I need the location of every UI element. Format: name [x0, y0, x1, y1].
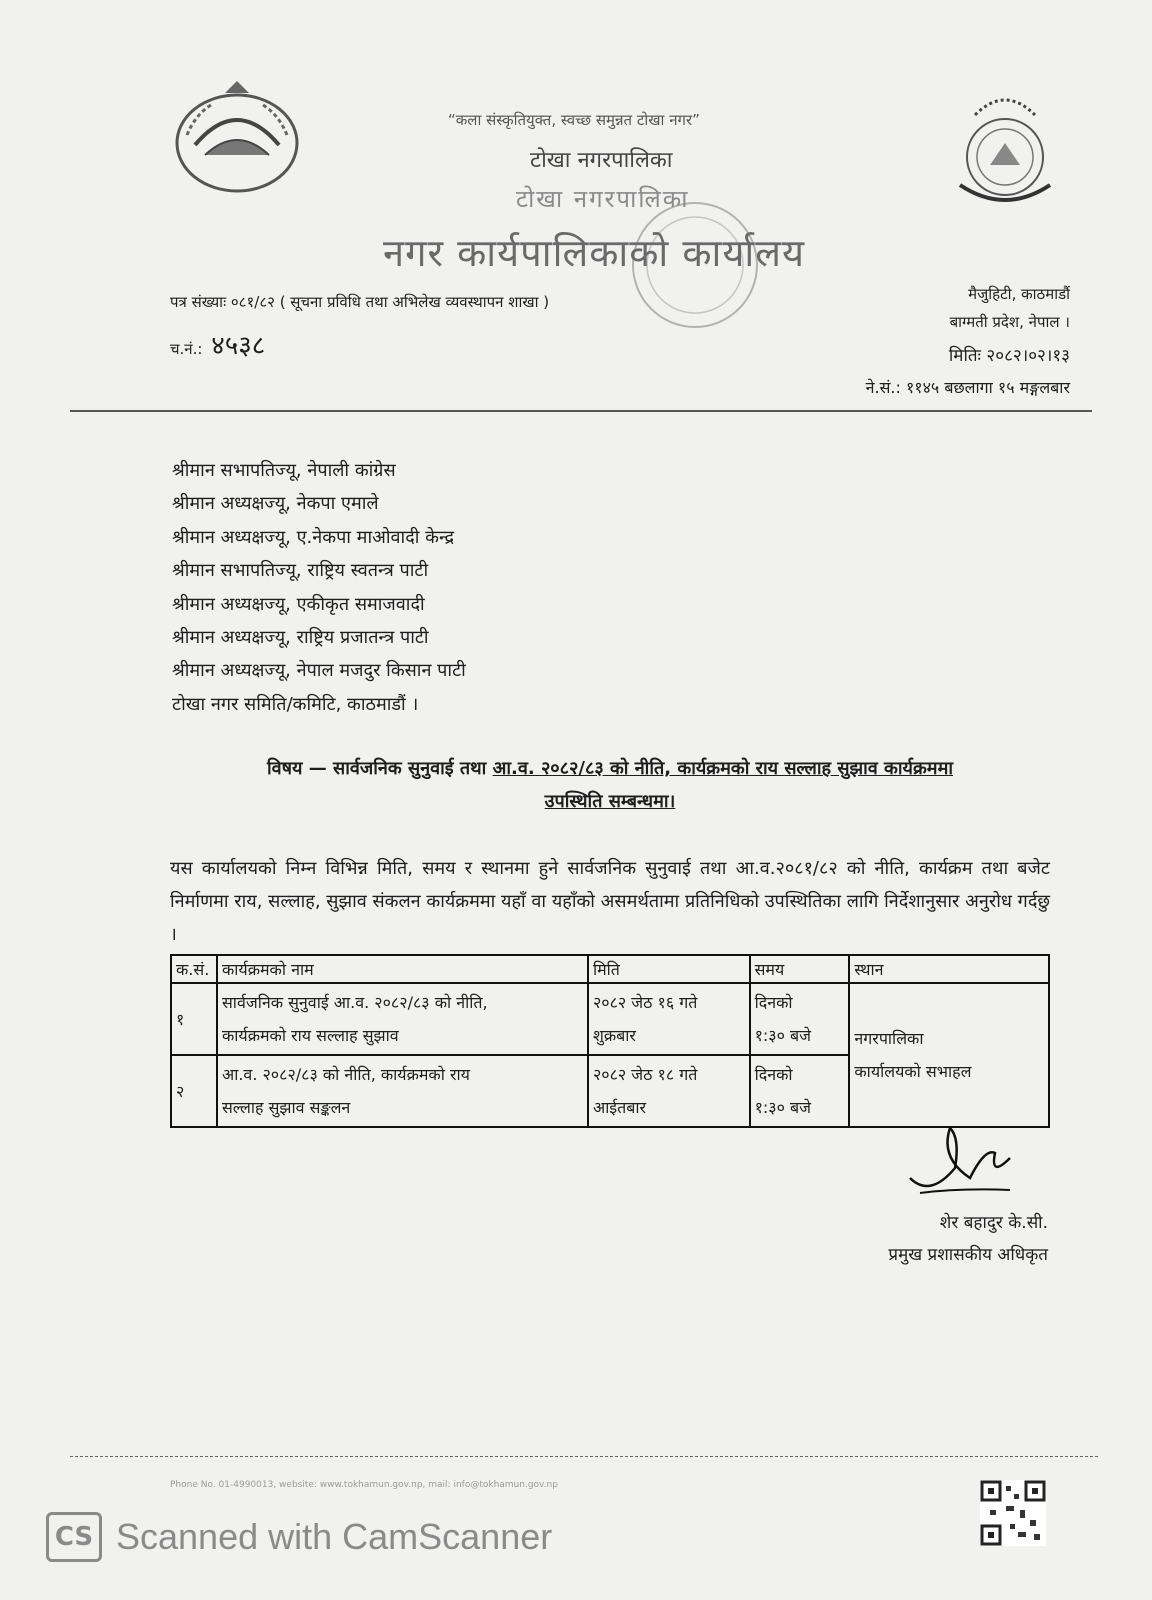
header-divider — [70, 410, 1092, 412]
dispatch-value: ४५३८ — [211, 331, 266, 361]
program-date — [588, 1055, 750, 1127]
table-row — [171, 983, 1049, 1055]
signatory-title: प्रमुख प्रशासकीय अधिकृत — [888, 1245, 1048, 1265]
recipient-item: श्रीमान अध्यक्षज्यू, नेकपा एमाले — [172, 493, 379, 515]
serial-number: १ — [171, 983, 217, 1055]
program-name — [217, 983, 588, 1055]
program-day: आईतबार — [592, 1098, 647, 1117]
office-address-line2: बाग्मती प्रदेश, नेपाल । — [949, 313, 1070, 331]
subject-underlined: आ.व. २०८२/८३ को नीति, कार्यक्रमको राय सल्लाह सुझाव कार्यक्रममा — [492, 758, 953, 779]
footer-contact: Phone No. 01-4990013, website: www.tokhamun.gov.np, mail: info@tokhamun.gov.np — [170, 1480, 558, 1490]
program-date-line: २०८२ जेठ १८ गते — [592, 1065, 698, 1084]
program-date — [588, 983, 750, 1055]
office-address-line1: मैजुहिटी, काठमाडौं — [968, 285, 1070, 303]
municipality-name: टोखा नगरपालिका — [530, 148, 673, 173]
program-time-line: १:३० बजे — [754, 1026, 812, 1045]
nepal-sambat-date: ने.सं.: ११४५ बछलागा १५ मङ्गलबार — [865, 378, 1070, 397]
column-header: क.सं. — [171, 955, 217, 983]
subject-prefix: विषय — सार्वजनिक सुनुवाई तथा — [266, 758, 493, 779]
program-name-line: सल्लाह सुझाव सङ्कलन — [221, 1098, 351, 1117]
column-header: स्थान — [849, 955, 1049, 983]
municipality-name-faded: टोखा नगरपालिका — [516, 185, 690, 213]
program-time — [750, 1055, 850, 1127]
program-venue — [849, 983, 1049, 1127]
event-schedule-table — [170, 954, 1050, 1128]
tokha-municipality-logo — [950, 85, 1060, 215]
camscanner-watermark — [46, 1512, 552, 1562]
column-header: कार्यक्रमको नाम — [217, 955, 588, 983]
recipient-item: श्रीमान अध्यक्षज्यू, ए.नेकपा माओवादी केन्द्र — [172, 526, 455, 548]
program-time-line: दिनको — [754, 1065, 793, 1084]
program-day: शुक्रबार — [592, 1026, 636, 1045]
letter-body: यस कार्यालयको निम्न विभिन्न मिति, समय र स्थानमा हुने सार्वजनिक सुनुवाई तथा आ.व.२०८१/८२ को नीति, कार्यक्रम तथा बजेट निर्माणमा राय, सल्लाह, सुझाव संकलन कार्यक्रममा यहाँ वा यहाँको असमर्थतामा प्रतिनिधिको उपस्थितिका लागि निर्देशानुसार अनुरोध गर्दछु । — [170, 858, 1050, 945]
letter-subject — [170, 752, 1050, 818]
camscanner-text: Scanned with CamScanner — [116, 1516, 553, 1557]
reference-number: पत्र संख्याः ०८१/८२ ( सूचना प्रविधि तथा अभिलेख व्यवस्थापन शाखा ) — [170, 293, 550, 311]
handwritten-signature — [900, 1118, 1030, 1208]
municipality-motto: “कला संस्कृतियुक्त, स्वच्छ समुन्नत टोखा नगर” — [448, 111, 700, 129]
column-header: समय — [750, 955, 850, 983]
column-header: मिति — [588, 955, 750, 983]
recipient-item: श्रीमान अध्यक्षज्यू, राष्ट्रिय प्रजातन्त्र पाटी — [172, 627, 429, 649]
recipient-item: श्रीमान सभापतिज्यू, नेपाली कांग्रेस — [172, 460, 396, 481]
venue-line: नगरपालिका — [854, 1029, 924, 1048]
venue-line: कार्यालयको सभाहल — [854, 1062, 972, 1081]
camscanner-logo-icon: CS — [46, 1512, 102, 1562]
program-time-line: १:३० बजे — [754, 1098, 812, 1117]
footer-divider — [70, 1456, 1098, 1457]
program-time — [750, 983, 850, 1055]
dispatch-label: च.नं.: — [170, 340, 203, 358]
program-name — [217, 1055, 588, 1127]
program-date-line: २०८२ जेठ १६ गते — [592, 993, 698, 1012]
dispatch-number — [170, 326, 265, 362]
recipient-item: श्रीमान सभापतिज्यू, राष्ट्रिय स्वतन्त्र पाटी — [172, 560, 429, 582]
serial-number: २ — [171, 1055, 217, 1127]
program-name-line: आ.व. २०८२/८३ को नीति, कार्यक्रमको राय — [221, 1065, 470, 1084]
signatory-name: शेर बहादुर के.सी. — [939, 1213, 1048, 1233]
recipient-list — [172, 454, 466, 721]
recipient-item: श्रीमान अध्यक्षज्यू, एकीकृत समाजवादी — [172, 593, 425, 615]
qr-code-icon — [980, 1480, 1046, 1546]
recipient-item: टोखा नगर समिति/कमिटि, काठमाडौं । — [172, 693, 419, 715]
program-name-line: सार्वजनिक सुनुवाई आ.व. २०८२/८३ को नीति, — [221, 993, 488, 1012]
recipient-item: श्रीमान अध्यक्षज्यू, नेपाल मजदुर किसान पाटी — [172, 660, 466, 682]
table-header-row — [171, 955, 1049, 983]
program-name-line: कार्यक्रमको राय सल्लाह सुझाव — [221, 1026, 399, 1045]
letter-date: मितिः २०८२।०२।१३ — [948, 346, 1070, 366]
office-title: नगर कार्यपालिकाको कार्यालय — [383, 231, 806, 275]
nepal-government-emblem — [165, 75, 310, 200]
subject-line2: उपस्थिति सम्बन्धमा। — [544, 791, 676, 812]
program-time-line: दिनको — [754, 993, 793, 1012]
